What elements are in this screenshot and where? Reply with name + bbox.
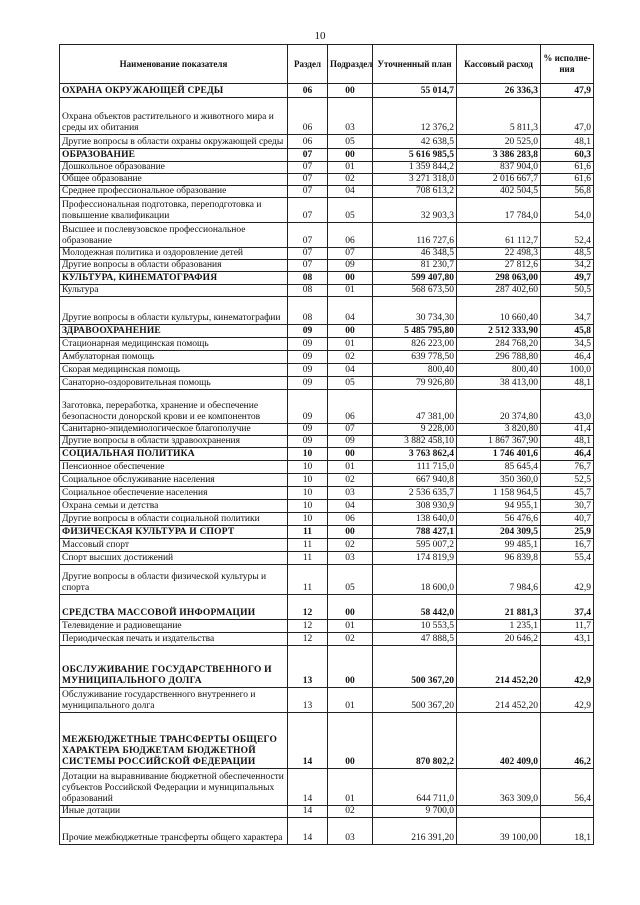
table-cell-expense: 1 867 367,90 xyxy=(457,436,541,448)
table-cell-section: 14 xyxy=(288,818,328,845)
table-cell-expense: 296 788,80 xyxy=(457,351,541,364)
table-cell-expense: 20 374,80 xyxy=(457,390,541,424)
table-cell-section: 09 xyxy=(288,325,328,338)
table-cell-plan: 3 882 458,10 xyxy=(373,436,457,448)
table-cell-section: 08 xyxy=(288,285,328,297)
table-cell-expense: 5 811,3 xyxy=(457,98,541,135)
table-cell-percent: 48,1 xyxy=(541,135,594,149)
table-cell-expense: 2 016 667,7 xyxy=(457,174,541,186)
table-row xyxy=(60,351,594,364)
table-cell-name: Общее образование xyxy=(60,174,288,186)
section-row xyxy=(60,448,594,461)
table-cell-plan: 30 734,30 xyxy=(373,297,457,325)
table-cell-subsection: 00 xyxy=(328,149,373,162)
table-cell-percent: 40,7 xyxy=(541,513,594,526)
table-cell-percent: 43,1 xyxy=(541,633,594,646)
table-cell-plan: 47 888,5 xyxy=(373,633,457,646)
table-cell-percent: 55,4 xyxy=(541,552,594,565)
table-cell-expense: 363 309,0 xyxy=(457,769,541,806)
table-cell-subsection: 04 xyxy=(328,364,373,377)
table-cell-expense: 61 112,7 xyxy=(457,223,541,248)
table-cell-percent: 34,2 xyxy=(541,260,594,272)
table-row xyxy=(60,620,594,633)
table-cell-expense: 56 476,6 xyxy=(457,513,541,526)
table-cell-section: 07 xyxy=(288,198,328,223)
table-cell-percent: 61,6 xyxy=(541,162,594,174)
header-expense: Кассовый расход xyxy=(457,45,541,84)
header-percent: % исполне-ния xyxy=(541,45,594,84)
table-cell-subsection: 07 xyxy=(328,248,373,260)
header-section: Раздел xyxy=(288,45,328,84)
table-cell-plan: 644 711,0 xyxy=(373,769,457,806)
table-cell-expense: 20 525,0 xyxy=(457,135,541,149)
table-cell-percent: 52,5 xyxy=(541,474,594,487)
table-cell-section: 10 xyxy=(288,448,328,461)
table-row xyxy=(60,539,594,552)
table-cell-expense: 21 881,3 xyxy=(457,595,541,620)
table-cell-name: Пенсионное обеспечение xyxy=(60,461,288,474)
table-cell-plan: 58 442,0 xyxy=(373,595,457,620)
table-cell-plan: 5 485 795,80 xyxy=(373,325,457,338)
table-cell-section: 09 xyxy=(288,338,328,351)
table-cell-expense xyxy=(457,806,541,818)
table-cell-section: 11 xyxy=(288,552,328,565)
table-cell-plan: 9 228,00 xyxy=(373,424,457,436)
section-row xyxy=(60,526,594,539)
table-cell-plan: 500 367,20 xyxy=(373,646,457,688)
table-row xyxy=(60,377,594,390)
table-cell-expense: 20 646,2 xyxy=(457,633,541,646)
table-row xyxy=(60,552,594,565)
table-cell-percent: 54,0 xyxy=(541,198,594,223)
table-cell-percent: 46,4 xyxy=(541,351,594,364)
table-cell-name: Другие вопросы в области образования xyxy=(60,260,288,272)
section-row xyxy=(60,272,594,285)
table-row xyxy=(60,565,594,595)
table-cell-expense: 7 984,6 xyxy=(457,565,541,595)
table-cell-subsection: 02 xyxy=(328,806,373,818)
table-cell-percent: 45,7 xyxy=(541,487,594,500)
table-cell-expense: 1 746 401,6 xyxy=(457,448,541,461)
table-cell-section: 10 xyxy=(288,487,328,500)
table-cell-percent: 18,1 xyxy=(541,818,594,845)
table-cell-plan: 138 640,0 xyxy=(373,513,457,526)
table-cell-expense: 27 812,6 xyxy=(457,260,541,272)
table-cell-expense: 204 309,5 xyxy=(457,526,541,539)
table-cell-plan: 500 367,20 xyxy=(373,688,457,713)
table-cell-percent: 42,9 xyxy=(541,565,594,595)
table-cell-section: 09 xyxy=(288,424,328,436)
table-cell-section: 09 xyxy=(288,351,328,364)
table-cell-name: Другие вопросы в области физической культуры и спорта xyxy=(60,565,288,595)
header-name: Наименование показателя xyxy=(60,45,288,84)
table-cell-plan: 826 223,00 xyxy=(373,338,457,351)
table-cell-plan: 9 700,0 xyxy=(373,806,457,818)
table-cell-expense: 94 955,1 xyxy=(457,500,541,513)
table-cell-plan: 568 673,50 xyxy=(373,285,457,297)
table-row xyxy=(60,688,594,713)
table-cell-section: 08 xyxy=(288,272,328,285)
table-cell-percent: 30,7 xyxy=(541,500,594,513)
table-cell-section: 09 xyxy=(288,364,328,377)
table-cell-percent: 47,0 xyxy=(541,98,594,135)
table-cell-name: ОБСЛУЖИВАНИЕ ГОСУДАРСТВЕННОГО И МУНИЦИПАЛЬНОГО ДОЛГА xyxy=(60,646,288,688)
table-cell-name: Социальное обеспечение населения xyxy=(60,487,288,500)
table-cell-subsection: 04 xyxy=(328,186,373,198)
table-cell-percent: 56,4 xyxy=(541,769,594,806)
table-cell-section: 13 xyxy=(288,688,328,713)
table-cell-name: Другие вопросы в области социальной политики xyxy=(60,513,288,526)
table-cell-name: Массовый спорт xyxy=(60,539,288,552)
table-cell-percent: 48,1 xyxy=(541,436,594,448)
table-cell-subsection: 00 xyxy=(328,84,373,98)
table-cell-section: 06 xyxy=(288,84,328,98)
table-cell-section: 11 xyxy=(288,539,328,552)
table-cell-subsection: 06 xyxy=(328,223,373,248)
table-cell-section: 13 xyxy=(288,646,328,688)
table-cell-percent: 60,3 xyxy=(541,149,594,162)
table-cell-section: 06 xyxy=(288,135,328,149)
table-cell-expense: 39 100,00 xyxy=(457,818,541,845)
table-cell-subsection: 06 xyxy=(328,513,373,526)
table-cell-name: СРЕДСТВА МАССОВОЙ ИНФОРМАЦИИ xyxy=(60,595,288,620)
table-cell-name: Другие вопросы в области здравоохранения xyxy=(60,436,288,448)
table-cell-section: 07 xyxy=(288,260,328,272)
section-row xyxy=(60,149,594,162)
table-cell-subsection: 01 xyxy=(328,688,373,713)
table-cell-name: СОЦИАЛЬНАЯ ПОЛИТИКА xyxy=(60,448,288,461)
table-cell-subsection: 00 xyxy=(328,713,373,769)
table-cell-expense: 85 645,4 xyxy=(457,461,541,474)
table-cell-plan: 1 359 844,2 xyxy=(373,162,457,174)
table-cell-name: Социальное обслуживание населения xyxy=(60,474,288,487)
table-cell-plan: 174 819,9 xyxy=(373,552,457,565)
table-cell-name: Амбулаторная помощь xyxy=(60,351,288,364)
table-cell-percent: 49,7 xyxy=(541,272,594,285)
table-row xyxy=(60,98,594,135)
table-cell-subsection: 02 xyxy=(328,539,373,552)
table-cell-percent: 42,9 xyxy=(541,646,594,688)
table-cell-percent: 48,1 xyxy=(541,377,594,390)
table-cell-percent: 25,9 xyxy=(541,526,594,539)
table-cell-subsection: 07 xyxy=(328,424,373,436)
table-cell-section: 08 xyxy=(288,297,328,325)
table-cell-plan: 79 926,80 xyxy=(373,377,457,390)
table-cell-section: 07 xyxy=(288,186,328,198)
table-cell-name: Молодежная политика и оздоровление детей xyxy=(60,248,288,260)
table-cell-subsection: 01 xyxy=(328,461,373,474)
table-row xyxy=(60,424,594,436)
table-cell-subsection: 03 xyxy=(328,552,373,565)
table-cell-name: Скорая медицинская помощь xyxy=(60,364,288,377)
table-cell-plan: 2 536 635,7 xyxy=(373,487,457,500)
table-cell-plan: 599 407,80 xyxy=(373,272,457,285)
table-cell-subsection: 00 xyxy=(328,595,373,620)
table-cell-section: 10 xyxy=(288,461,328,474)
table-cell-subsection: 03 xyxy=(328,487,373,500)
table-cell-expense: 3 820,80 xyxy=(457,424,541,436)
table-row xyxy=(60,487,594,500)
table-cell-plan: 788 427,1 xyxy=(373,526,457,539)
table-cell-subsection: 02 xyxy=(328,174,373,186)
table-cell-subsection: 04 xyxy=(328,500,373,513)
table-cell-name: Профессиональная подготовка, переподготовка и повышение квалификации xyxy=(60,198,288,223)
table-cell-subsection: 05 xyxy=(328,377,373,390)
table-cell-expense: 214 452,20 xyxy=(457,646,541,688)
table-cell-percent: 45,8 xyxy=(541,325,594,338)
table-cell-subsection: 02 xyxy=(328,474,373,487)
table-row xyxy=(60,186,594,198)
table-cell-percent: 76,7 xyxy=(541,461,594,474)
table-cell-plan: 216 391,20 xyxy=(373,818,457,845)
table-cell-expense: 287 402,60 xyxy=(457,285,541,297)
table-row xyxy=(60,513,594,526)
table-cell-plan: 32 903,3 xyxy=(373,198,457,223)
table-cell-subsection: 03 xyxy=(328,98,373,135)
table-cell-name: Другие вопросы в области культуры, кинематографии xyxy=(60,297,288,325)
table-cell-plan: 800,40 xyxy=(373,364,457,377)
table-cell-name: Дотации на выравнивание бюджетной обеспеченности субъектов Российской Федерации и муниципальных образований xyxy=(60,769,288,806)
table-cell-subsection: 00 xyxy=(328,272,373,285)
table-cell-section: 07 xyxy=(288,162,328,174)
table-cell-expense: 350 360,0 xyxy=(457,474,541,487)
table-cell-expense: 284 768,20 xyxy=(457,338,541,351)
table-cell-expense: 26 336,3 xyxy=(457,84,541,98)
table-cell-plan: 595 007,2 xyxy=(373,539,457,552)
table-cell-subsection: 04 xyxy=(328,297,373,325)
table-cell-subsection: 09 xyxy=(328,260,373,272)
table-cell-percent xyxy=(541,806,594,818)
table-cell-expense: 10 660,40 xyxy=(457,297,541,325)
table-cell-plan: 18 600,0 xyxy=(373,565,457,595)
table-cell-plan: 42 638,5 xyxy=(373,135,457,149)
table-cell-percent: 37,4 xyxy=(541,595,594,620)
section-row xyxy=(60,646,594,688)
table-row xyxy=(60,248,594,260)
table-cell-section: 09 xyxy=(288,377,328,390)
table-cell-percent: 11,7 xyxy=(541,620,594,633)
table-cell-name: Периодическая печать и издательства xyxy=(60,633,288,646)
table-cell-name: ЗДРАВООХРАНЕНИЕ xyxy=(60,325,288,338)
table-row xyxy=(60,818,594,845)
table-cell-subsection: 01 xyxy=(328,285,373,297)
table-cell-expense: 96 839,8 xyxy=(457,552,541,565)
section-row xyxy=(60,325,594,338)
table-row xyxy=(60,461,594,474)
table-cell-subsection: 02 xyxy=(328,633,373,646)
table-cell-plan: 667 940,8 xyxy=(373,474,457,487)
table-cell-name: Среднее профессиональное образование xyxy=(60,186,288,198)
table-cell-name: Высшее и послевузовское профессиональное образование xyxy=(60,223,288,248)
table-row xyxy=(60,390,594,424)
table-cell-name: МЕЖБЮДЖЕТНЫЕ ТРАНСФЕРТЫ ОБЩЕГО ХАРАКТЕРА БЮДЖЕТАМ БЮДЖЕТНОЙ СИСТЕМЫ РОССИЙСКОЙ ФЕДЕРАЦИИ xyxy=(60,713,288,769)
table-cell-percent: 52,4 xyxy=(541,223,594,248)
table-cell-section: 14 xyxy=(288,806,328,818)
table-row xyxy=(60,806,594,818)
table-cell-percent: 100,0 xyxy=(541,364,594,377)
table-row xyxy=(60,500,594,513)
table-cell-name: Стационарная медицинская помощь xyxy=(60,338,288,351)
table-row xyxy=(60,198,594,223)
table-cell-section: 14 xyxy=(288,713,328,769)
table-cell-section: 12 xyxy=(288,595,328,620)
table-cell-percent: 46,4 xyxy=(541,448,594,461)
table-cell-expense: 800,40 xyxy=(457,364,541,377)
table-cell-name: Телевидение и радиовещание xyxy=(60,620,288,633)
table-cell-plan: 870 802,2 xyxy=(373,713,457,769)
table-cell-subsection: 02 xyxy=(328,351,373,364)
table-cell-plan: 308 930,9 xyxy=(373,500,457,513)
table-cell-percent: 56,8 xyxy=(541,186,594,198)
table-cell-plan: 47 381,00 xyxy=(373,390,457,424)
table-cell-expense: 402 409,0 xyxy=(457,713,541,769)
table-cell-plan: 3 763 862,4 xyxy=(373,448,457,461)
table-cell-plan: 111 715,0 xyxy=(373,461,457,474)
table-cell-plan: 12 376,2 xyxy=(373,98,457,135)
table-cell-section: 10 xyxy=(288,513,328,526)
table-cell-section: 07 xyxy=(288,223,328,248)
table-cell-section: 12 xyxy=(288,620,328,633)
table-cell-plan: 55 014,7 xyxy=(373,84,457,98)
table-cell-name: Дошкольное образование xyxy=(60,162,288,174)
table-cell-percent: 46,2 xyxy=(541,713,594,769)
table-cell-subsection: 05 xyxy=(328,198,373,223)
table-cell-name: КУЛЬТУРА, КИНЕМАТОГРАФИЯ xyxy=(60,272,288,285)
table-cell-section: 11 xyxy=(288,565,328,595)
table-header-row xyxy=(60,45,594,84)
budget-table xyxy=(59,44,594,845)
table-cell-subsection: 00 xyxy=(328,526,373,539)
table-cell-expense: 1 235,1 xyxy=(457,620,541,633)
table-row xyxy=(60,769,594,806)
table-body xyxy=(60,84,594,845)
table-cell-name: Прочие межбюджетные трансферты общего характера xyxy=(60,818,288,845)
table-cell-section: 09 xyxy=(288,436,328,448)
table-cell-subsection: 06 xyxy=(328,390,373,424)
header-subsection: Подраздел xyxy=(328,45,373,84)
table-cell-plan: 10 553,5 xyxy=(373,620,457,633)
table-cell-name: Санаторно-оздоровительная помощь xyxy=(60,377,288,390)
table-cell-section: 06 xyxy=(288,98,328,135)
table-cell-subsection: 01 xyxy=(328,338,373,351)
table-cell-name: ОБРАЗОВАНИЕ xyxy=(60,149,288,162)
table-cell-section: 07 xyxy=(288,174,328,186)
table-cell-plan: 81 230,7 xyxy=(373,260,457,272)
table-cell-subsection: 05 xyxy=(328,565,373,595)
table-cell-section: 07 xyxy=(288,248,328,260)
table-cell-percent: 34,5 xyxy=(541,338,594,351)
table-cell-name: Культура xyxy=(60,285,288,297)
table-cell-section: 07 xyxy=(288,149,328,162)
table-row xyxy=(60,135,594,149)
table-cell-name: Спорт высших достижений xyxy=(60,552,288,565)
table-cell-expense: 1 158 964,5 xyxy=(457,487,541,500)
table-cell-expense: 3 386 283,8 xyxy=(457,149,541,162)
section-row xyxy=(60,713,594,769)
table-cell-name: Обслуживание государственного внутреннего и муниципального долга xyxy=(60,688,288,713)
table-cell-name: ФИЗИЧЕСКАЯ КУЛЬТУРА И СПОРТ xyxy=(60,526,288,539)
table-cell-expense: 402 504,5 xyxy=(457,186,541,198)
table-cell-section: 09 xyxy=(288,390,328,424)
table-cell-section: 12 xyxy=(288,633,328,646)
table-cell-expense: 214 452,20 xyxy=(457,688,541,713)
table-row xyxy=(60,338,594,351)
table-cell-expense: 837 904,0 xyxy=(457,162,541,174)
table-cell-percent: 41,4 xyxy=(541,424,594,436)
table-cell-name: Санитарно-эпидемиологическое благополучие xyxy=(60,424,288,436)
table-cell-name: Охрана объектов растительного и животного мира и среды их обитания xyxy=(60,98,288,135)
section-row xyxy=(60,595,594,620)
table-cell-expense: 38 413,00 xyxy=(457,377,541,390)
table-cell-plan: 5 616 985,5 xyxy=(373,149,457,162)
table-cell-section: 10 xyxy=(288,500,328,513)
table-cell-name: Другие вопросы в области охраны окружающей среды xyxy=(60,135,288,149)
table-cell-percent: 16,7 xyxy=(541,539,594,552)
table-row xyxy=(60,297,594,325)
table-row xyxy=(60,474,594,487)
table-row xyxy=(60,364,594,377)
table-cell-expense: 17 784,0 xyxy=(457,198,541,223)
table-cell-plan: 708 613,2 xyxy=(373,186,457,198)
table-cell-section: 10 xyxy=(288,474,328,487)
table-cell-percent: 48,5 xyxy=(541,248,594,260)
table-row xyxy=(60,633,594,646)
table-row xyxy=(60,436,594,448)
table-cell-percent: 61,6 xyxy=(541,174,594,186)
table-cell-name: Охрана семьи и детства xyxy=(60,500,288,513)
table-cell-subsection: 00 xyxy=(328,325,373,338)
table-cell-expense: 99 485,1 xyxy=(457,539,541,552)
table-cell-expense: 22 498,3 xyxy=(457,248,541,260)
table-row xyxy=(60,162,594,174)
table-cell-name: Иные дотации xyxy=(60,806,288,818)
table-cell-name: Заготовка, переработка, хранение и обеспечение безопасности донорской крови и ее компонентов xyxy=(60,390,288,424)
table-cell-subsection: 09 xyxy=(328,436,373,448)
header-plan: Уточненный план xyxy=(373,45,457,84)
table-cell-subsection: 00 xyxy=(328,448,373,461)
table-row xyxy=(60,174,594,186)
table-cell-subsection: 00 xyxy=(328,646,373,688)
table-cell-plan: 3 271 318,0 xyxy=(373,174,457,186)
table-row xyxy=(60,260,594,272)
table-cell-plan: 116 727,6 xyxy=(373,223,457,248)
table-cell-plan: 639 778,50 xyxy=(373,351,457,364)
table-row xyxy=(60,223,594,248)
table-cell-expense: 298 063,00 xyxy=(457,272,541,285)
table-cell-section: 11 xyxy=(288,526,328,539)
table-cell-expense: 2 512 333,90 xyxy=(457,325,541,338)
table-cell-plan: 46 348,5 xyxy=(373,248,457,260)
table-cell-percent: 47,9 xyxy=(541,84,594,98)
table-cell-percent: 50,5 xyxy=(541,285,594,297)
table-cell-subsection: 03 xyxy=(328,818,373,845)
table-cell-subsection: 01 xyxy=(328,162,373,174)
table-cell-subsection: 05 xyxy=(328,135,373,149)
table-cell-percent: 42,9 xyxy=(541,688,594,713)
page-number: 10 xyxy=(314,30,326,42)
table-cell-percent: 34,7 xyxy=(541,297,594,325)
table-cell-name: ОХРАНА ОКРУЖАЮЩЕЙ СРЕДЫ xyxy=(60,84,288,98)
table-cell-section: 14 xyxy=(288,769,328,806)
section-row xyxy=(60,84,594,98)
table-row xyxy=(60,285,594,297)
table-cell-subsection: 01 xyxy=(328,620,373,633)
table-cell-subsection: 01 xyxy=(328,769,373,806)
table-cell-percent: 43,0 xyxy=(541,390,594,424)
